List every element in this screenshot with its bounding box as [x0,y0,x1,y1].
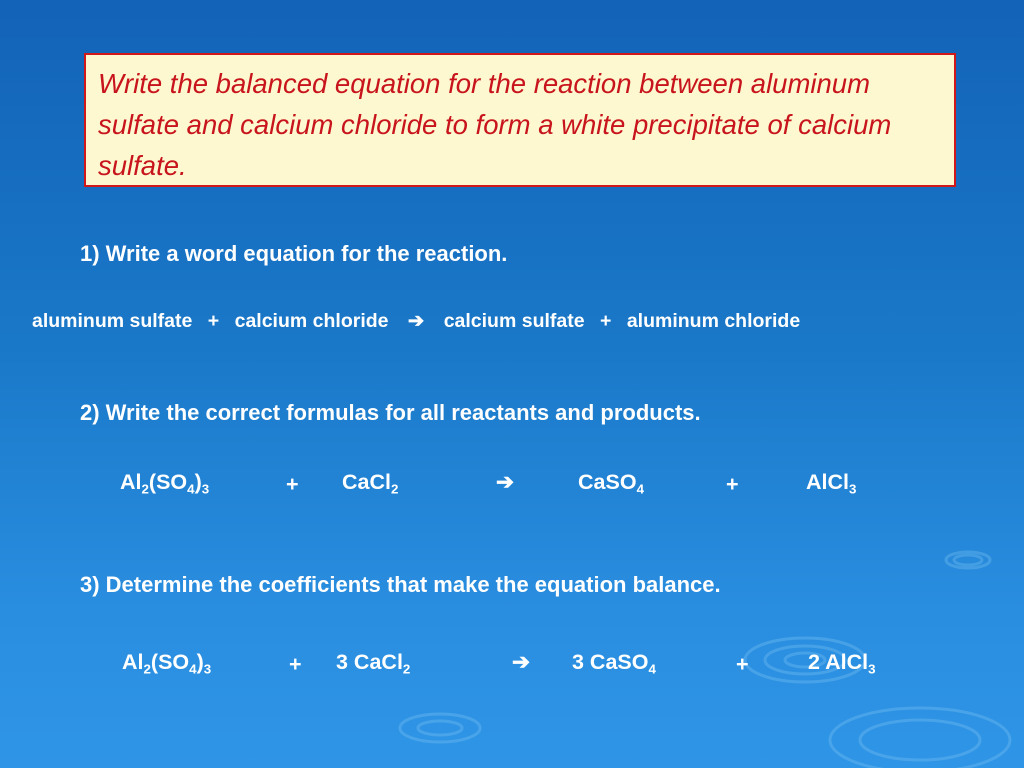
balanced-product-2: 2 AlCl$_3$ [808,650,876,677]
word-arrow-icon: ➔ [407,310,425,332]
balanced-product-1: 3 CaSO$_4$ [572,650,656,677]
formula-arrow-icon: ➔ [496,470,515,494]
formula-product-2: AlCl$_3$ [806,470,857,497]
word-product-2: aluminum chloride [626,310,801,332]
step-1-heading: 1) Write a word equation for the reaction. [80,241,508,266]
formula-plus-1: + [286,472,299,496]
formula-reactant-2: CaCl$_2$ [342,470,399,497]
formula-reactant-1: $Al_2(SO_4)_3$ [120,470,210,497]
balanced-arrow-icon: ➔ [512,650,531,674]
formula-product-1: CaSO$_4$ [578,470,644,497]
balanced-reactant-2: 3 CaCl$_2$ [336,650,411,677]
balanced-plus-2: + [736,652,749,676]
word-plus-1: + [207,310,220,332]
prompt-box [84,53,956,187]
word-equation [32,309,800,333]
step-3-heading: 3) Determine the coefficients that make the equation balance. [80,572,721,597]
balanced-reactant-1: $Al_2(SO_4)_3$ [122,650,212,677]
balanced-plus-1: + [289,652,302,676]
word-plus-2: + [600,310,612,332]
word-reactant-2: calcium chloride [234,310,389,332]
prompt-text: Write the balanced equation for the reaction between aluminum sulfate and calcium chloride to form a white precipitate of calcium sulfate. [98,68,892,181]
step-2-heading: 2) Write the correct formulas for all reactants and products. [80,400,701,425]
word-reactant-1: aluminum sulfate [32,310,193,332]
word-product-1: calcium sulfate [443,310,585,332]
formula-plus-2: + [726,472,739,496]
